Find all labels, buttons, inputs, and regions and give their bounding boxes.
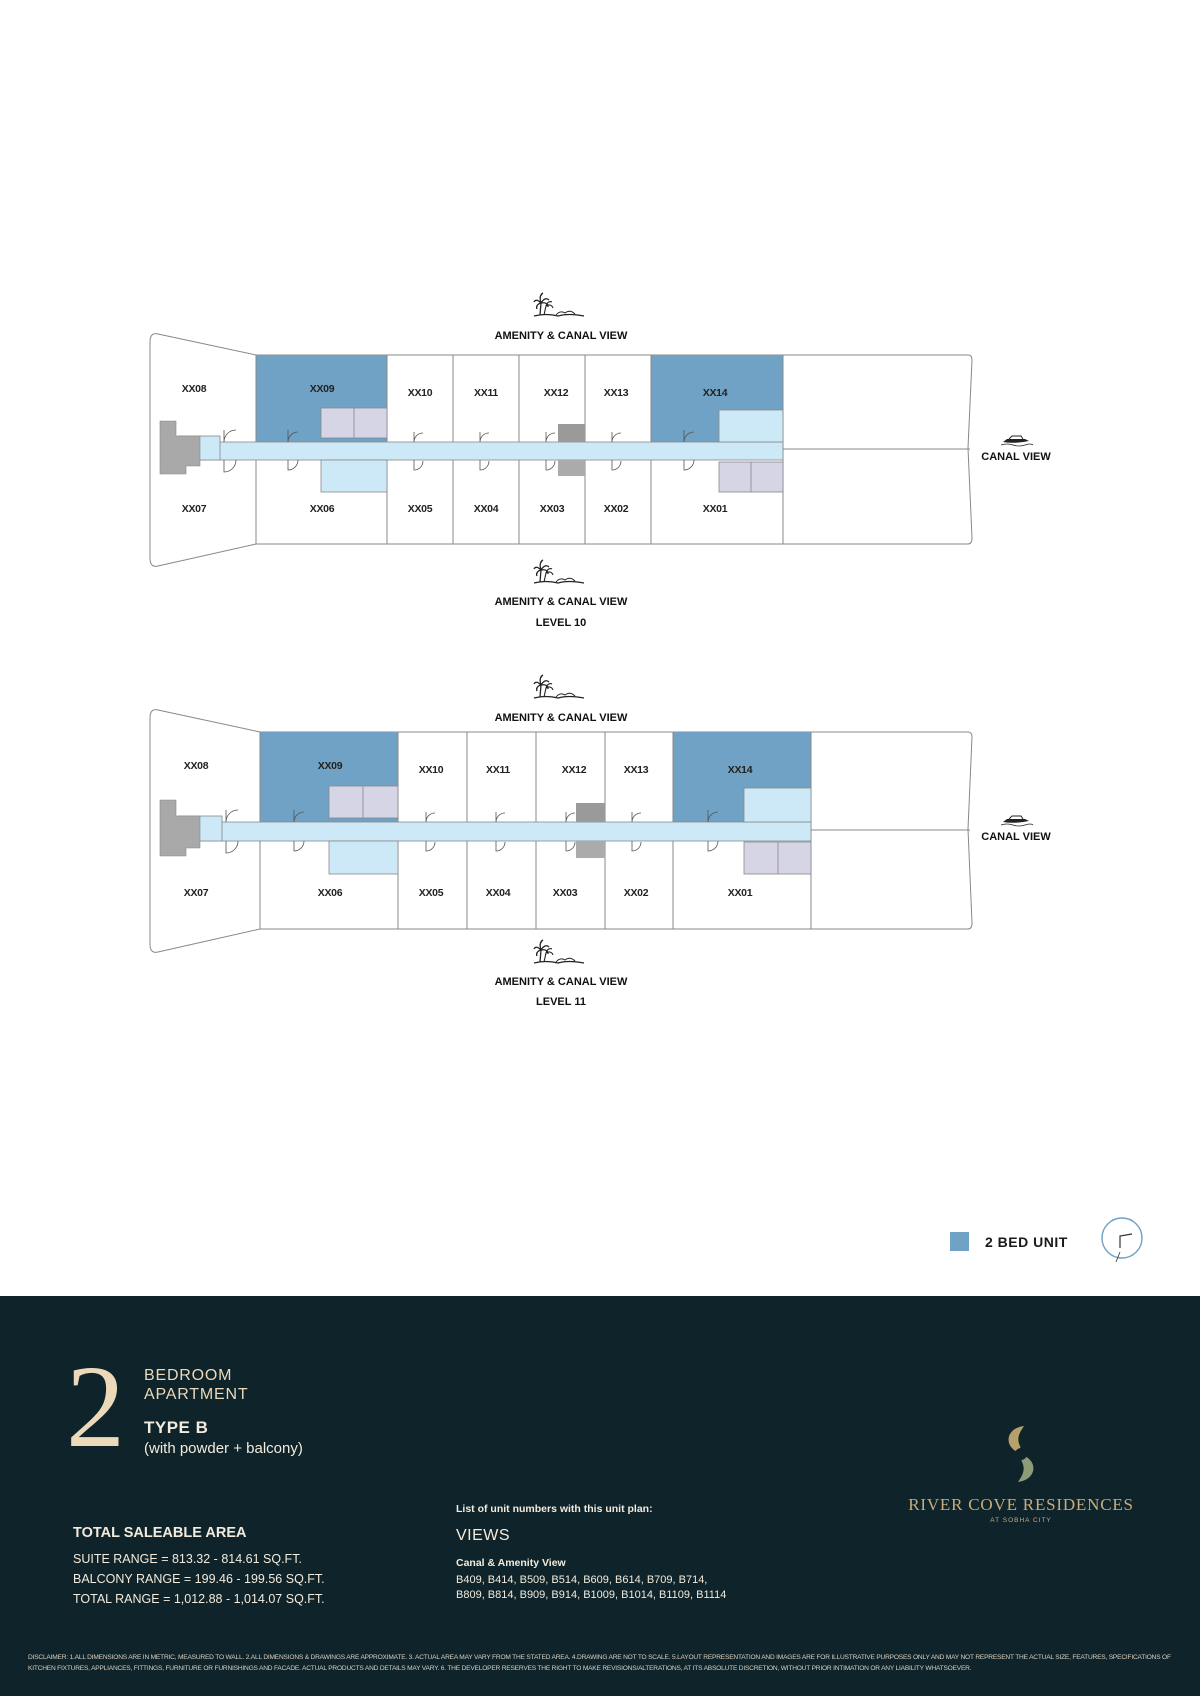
unit-label: XX09 xyxy=(309,383,335,395)
apartment-line1: BEDROOM xyxy=(144,1367,233,1384)
core xyxy=(558,424,585,442)
balcony-range: BALCONY RANGE = 199.46 - 199.56 SQ.FT. xyxy=(73,1572,325,1586)
unit-list-line: B809, B814, B909, B914, B1009, B1014, B1109, B1114 xyxy=(456,1589,727,1601)
unit-label: XX08 xyxy=(183,760,209,772)
level-11-plan xyxy=(150,675,1051,1008)
apartment-subtitle: (with powder + balcony) xyxy=(144,1440,303,1457)
bedroom-count: 2 xyxy=(66,1341,125,1472)
unit-list-intro: List of unit numbers with this unit plan: xyxy=(456,1503,653,1515)
legend-swatch xyxy=(950,1232,969,1251)
unit-label: XX05 xyxy=(418,887,444,899)
palm-icon xyxy=(534,675,584,698)
unit-label: XX08 xyxy=(181,383,207,395)
apartment-line2: APARTMENT xyxy=(144,1386,249,1403)
unit-label: XX13 xyxy=(603,387,629,399)
unit-label: XX14 xyxy=(702,387,728,399)
suite-range: SUITE RANGE = 813.32 - 814.61 SQ.FT. xyxy=(73,1552,302,1566)
core xyxy=(576,803,605,822)
level-label: LEVEL 11 xyxy=(536,996,586,1008)
unit-label: XX07 xyxy=(181,503,207,515)
unit-label: XX12 xyxy=(561,764,587,776)
palm-icon xyxy=(534,560,584,583)
unit-label: XX01 xyxy=(727,887,753,899)
unit-list-line: B409, B414, B509, B514, B609, B614, B709, B714, xyxy=(456,1574,708,1586)
unit-label: XX04 xyxy=(473,503,499,515)
balcony xyxy=(329,786,398,818)
boat-icon xyxy=(1001,436,1033,446)
unit-label: XX05 xyxy=(407,503,433,515)
palm-icon xyxy=(534,293,584,316)
unit-label: XX07 xyxy=(183,887,209,899)
brand-logo xyxy=(908,1424,1134,1524)
unit-list-block xyxy=(456,1503,756,1603)
unit-label: XX14 xyxy=(727,764,753,776)
brand-name: RIVER COVE RESIDENCES xyxy=(908,1495,1134,1514)
unit-label: XX03 xyxy=(539,503,565,515)
unit-label: XX04 xyxy=(485,887,511,899)
top-view-label: AMENITY & CANAL VIEW xyxy=(494,712,628,724)
unit-label: XX10 xyxy=(407,387,433,399)
unit-label: XX02 xyxy=(603,503,629,515)
unit-label: XX11 xyxy=(486,764,510,776)
unit-label: XX09 xyxy=(317,760,343,772)
total-range: TOTAL RANGE = 1,012.88 - 1,014.07 SQ.FT. xyxy=(73,1592,325,1606)
area-block xyxy=(73,1525,325,1609)
disclaimer: DISCLAIMER: 1.ALL DIMENSIONS ARE IN METRIC, MEASURED TO WALL. 2.ALL DIMENSIONS & DRAWINGS ARE APPROXIMATE. 3. ACTUAL AREA MAY VARY FROM THE STATED AREA. 4.DRAWING ARE NOT TO SCALE. 5.LAYOUT REPRESENTATION AND IMAGES ARE FOR ILLUSTRATIVE PURPOSES ONLY AND MAY NOT REPRESENT THE ACTUAL SIZE, FEATURES, SPECIFICATIONS OF KITCHEN FIXTURES, APPLIANCES, FITTINGS, FURNITURE OR FURNISHINGS AND FACADE. ACTUAL PRODUCTS AND DETAILS MAY VARY. 6. THE DEVELOPER RESERVES THE RIGHT TO MAKE REVISIONS/ALTERATIONS, AT ITS ABSOLUTE DISCRETION, WITHOUT PRIOR INTIMATION OR ANY LIABILITY WHATSOEVER. xyxy=(28,1654,1171,1672)
unit-label: XX03 xyxy=(552,887,578,899)
unit-label: XX11 xyxy=(474,387,498,399)
side-view-label: CANAL VIEW xyxy=(981,451,1051,463)
unit-label: XX06 xyxy=(317,887,343,899)
view-category: Canal & Amenity View xyxy=(456,1557,566,1569)
unit-label: XX13 xyxy=(623,764,649,776)
corridor xyxy=(178,822,811,841)
legend xyxy=(950,1232,1068,1251)
area-title: TOTAL SALEABLE AREA xyxy=(73,1525,247,1541)
brand-mark-icon xyxy=(998,1424,1044,1484)
unit-label: XX01 xyxy=(702,503,728,515)
apartment-type-title: TYPE B xyxy=(144,1418,209,1437)
unit-label: XX06 xyxy=(309,503,335,515)
bottom-view-label: AMENITY & CANAL VIEW xyxy=(494,976,628,988)
top-view-label: AMENITY & CANAL VIEW xyxy=(494,330,628,342)
compass-icon xyxy=(1098,1214,1150,1266)
legend-label: 2 BED UNIT xyxy=(985,1233,1068,1250)
balcony xyxy=(744,842,811,874)
boat-icon xyxy=(1001,816,1033,826)
views-heading: VIEWS xyxy=(456,1527,511,1544)
palm-icon xyxy=(534,940,584,963)
bottom-view-label: AMENITY & CANAL VIEW xyxy=(494,596,628,608)
side-view-label: CANAL VIEW xyxy=(981,831,1051,843)
brand-sub: AT SOBHA CITY xyxy=(990,1517,1052,1524)
core xyxy=(576,841,605,858)
unit-label: XX10 xyxy=(418,764,444,776)
level-10-plan xyxy=(150,293,1051,629)
unit-label: XX02 xyxy=(623,887,649,899)
apartment-type xyxy=(144,1366,303,1457)
unit-list xyxy=(456,1573,756,1603)
level-label: LEVEL 10 xyxy=(535,617,587,629)
unit-label: XX12 xyxy=(543,387,569,399)
corridor xyxy=(178,442,783,460)
core xyxy=(558,460,585,476)
